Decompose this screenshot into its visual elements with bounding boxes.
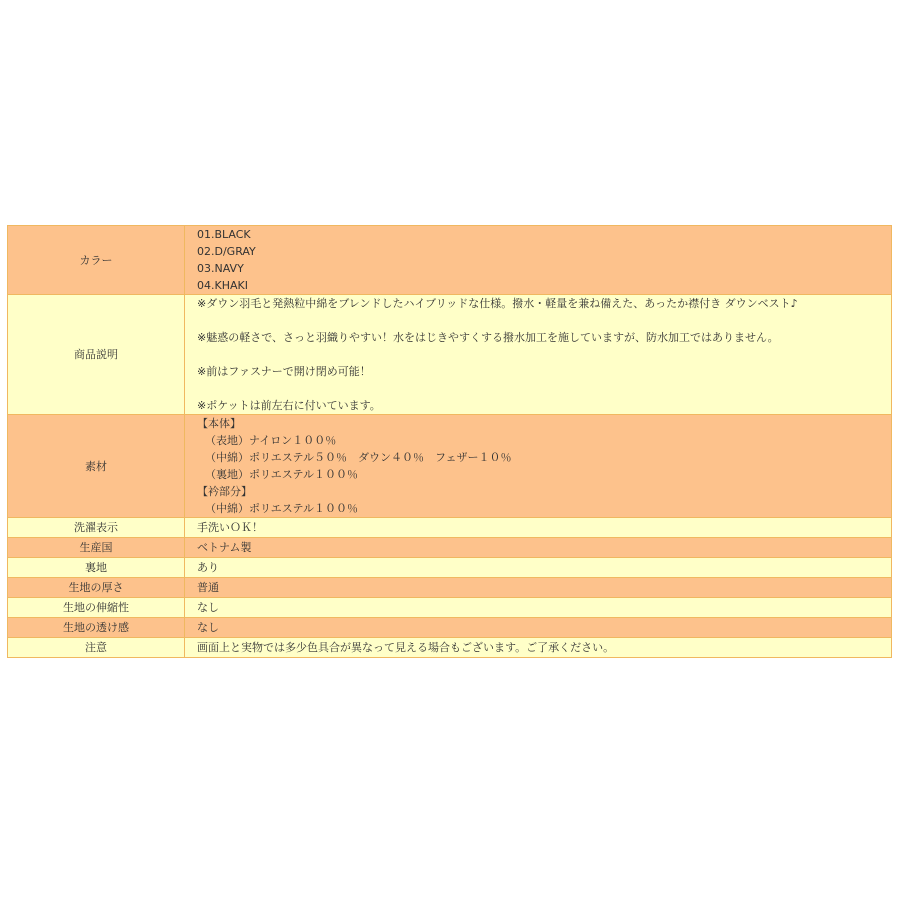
row-material	[8, 415, 892, 518]
value-color	[185, 226, 892, 295]
row-description	[8, 295, 892, 415]
color-option: 03.NAVY	[197, 262, 244, 275]
value-lining: あり	[185, 558, 892, 578]
spec-table	[7, 225, 892, 658]
label-lining: 裏地	[8, 558, 185, 578]
material-line: （裏地）ポリエステル１００％	[205, 468, 359, 481]
material-line: （表地）ナイロン１００％	[205, 434, 337, 447]
label-material: 素材	[8, 415, 185, 518]
description-line: ※ポケットは前左右に付いています。	[197, 399, 381, 412]
value-washing: 手洗いＯＫ！	[185, 518, 892, 538]
value-description	[185, 295, 892, 415]
material-section-title: 【衿部分】	[197, 485, 252, 498]
label-sheerness: 生地の透け感	[8, 618, 185, 638]
material-line: （中綿）ポリエステル５０％ ダウン４０％ フェザー１０％	[205, 451, 512, 464]
label-color: カラー	[8, 226, 185, 295]
label-thickness: 生地の厚さ	[8, 578, 185, 598]
label-note: 注意	[8, 638, 185, 658]
row-origin	[8, 538, 892, 558]
material-line: （中綿）ポリエステル１００％	[205, 502, 359, 515]
description-line: ※前はファスナーで開け閉め可能！	[197, 365, 371, 378]
description-line: ※魅惑の軽さで、さっと羽織りやすい！水をはじきやすくする撥水加工を施していますが、防水加工ではありません。	[197, 331, 779, 344]
value-material	[185, 415, 892, 518]
row-lining	[8, 558, 892, 578]
row-sheerness	[8, 618, 892, 638]
row-washing	[8, 518, 892, 538]
value-stretch: なし	[185, 598, 892, 618]
label-stretch: 生地の伸縮性	[8, 598, 185, 618]
label-washing: 洗濯表示	[8, 518, 185, 538]
value-note: 画面上と実物では多少色具合が異なって見える場合もございます。ご了承ください。	[185, 638, 892, 658]
label-description: 商品説明	[8, 295, 185, 415]
color-option: 01.BLACK	[197, 228, 251, 241]
label-origin: 生産国	[8, 538, 185, 558]
color-option: 04.KHAKI	[197, 279, 248, 292]
value-origin: ベトナム製	[185, 538, 892, 558]
row-color	[8, 226, 892, 295]
row-note	[8, 638, 892, 658]
material-section-title: 【本体】	[197, 417, 241, 430]
row-stretch	[8, 598, 892, 618]
description-line: ※ダウン羽毛と発熱粒中綿をブレンドしたハイブリッドな仕様。撥水・軽量を兼ね備えた、あったか襟付き ダウンベスト♪	[197, 297, 798, 310]
row-thickness	[8, 578, 892, 598]
value-sheerness: なし	[185, 618, 892, 638]
color-option: 02.D/GRAY	[197, 245, 256, 258]
value-thickness: 普通	[185, 578, 892, 598]
